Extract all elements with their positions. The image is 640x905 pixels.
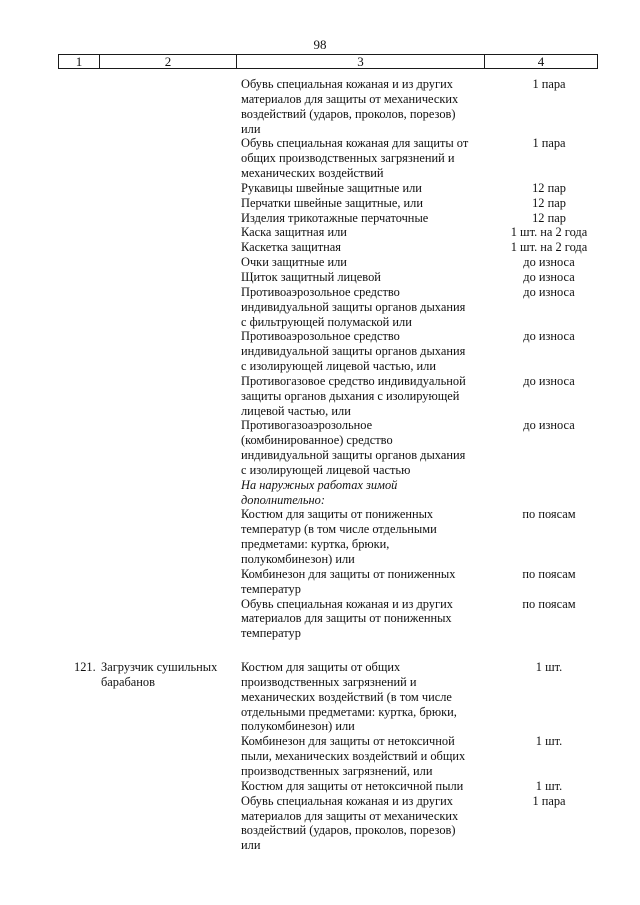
row-number xyxy=(0,255,101,270)
profession-name xyxy=(101,779,241,794)
row-number xyxy=(0,507,101,566)
profession-name xyxy=(101,77,241,136)
protective-item: Противоаэрозольное средство индивидуальной защиты органов дыхания с фильтрующей полумаской или xyxy=(241,284,466,329)
issue-quantity: 12 пар xyxy=(532,180,566,195)
protective-item: Костюм для защиты от нетоксичной пыли xyxy=(241,778,464,793)
row-number xyxy=(0,136,101,181)
row-number xyxy=(0,418,101,477)
row-number xyxy=(0,779,101,794)
row-number xyxy=(0,240,101,255)
profession-name xyxy=(101,597,241,642)
protective-item: Изделия трикотажные перчаточные xyxy=(241,210,429,225)
section-gap xyxy=(0,641,640,660)
profession-name xyxy=(101,181,241,196)
row-number xyxy=(0,734,101,779)
protective-item: Рукавицы швейные защитные или xyxy=(241,180,422,195)
profession-name xyxy=(101,270,241,285)
profession-name xyxy=(101,374,241,419)
protective-item: На наружных работах зимой дополнительно: xyxy=(241,477,398,507)
header-col-4: 4 xyxy=(537,54,545,69)
row-number xyxy=(0,478,101,508)
issue-quantity: по поясам xyxy=(522,566,576,581)
profession-name xyxy=(101,285,241,330)
issue-quantity: 12 пар xyxy=(532,210,566,225)
protective-item: Обувь специальная кожаная и из других материалов для защиты от механических воздействий (ударов, проколов, порезов) или xyxy=(241,793,459,853)
issue-quantity xyxy=(499,478,599,508)
protective-item: Костюм для защиты от общих производственных загрязнений и механических воздействий (в том числе отдельными предметами: куртка, брюки, полукомбинезон) или xyxy=(241,660,457,734)
protective-item: Противогазовое средство индивидуальной защиты органов дыхания с изолирующей лицевой частью, или xyxy=(241,373,466,418)
profession-name: Загрузчик сушильных барабанов xyxy=(101,660,218,689)
table-row xyxy=(0,478,640,508)
issue-quantity: до износа xyxy=(523,255,575,270)
profession-name xyxy=(101,567,241,597)
table-row xyxy=(0,660,640,734)
row-number xyxy=(0,285,101,330)
table-row xyxy=(0,77,640,136)
protective-item: Щиток защитный лицевой xyxy=(241,269,381,284)
protective-item: Перчатки швейные защитные, или xyxy=(241,195,423,210)
profession-name xyxy=(101,240,241,255)
issue-quantity: до износа xyxy=(523,418,575,433)
table-row xyxy=(0,136,640,181)
protective-item: Обувь специальная кожаная для защиты от общих производственных загрязнений и механических воздействий xyxy=(241,136,469,181)
row-number xyxy=(0,196,101,211)
protective-item: Комбинезон для защиты от пониженных температур xyxy=(241,566,456,596)
protective-item: Комбинезон для защиты от нетоксичной пыли, механических воздействий и общих производственных загрязнений, или xyxy=(241,734,466,778)
table-row xyxy=(0,285,640,330)
protective-item: Костюм для защиты от пониженных температур (в том числе отдельными предметами: куртка, брюки, полукомбинезон) или xyxy=(241,507,437,566)
issue-quantity: по поясам xyxy=(522,596,576,611)
profession-name xyxy=(101,196,241,211)
row-number xyxy=(0,794,101,853)
table-row xyxy=(0,418,640,477)
profession-name xyxy=(101,329,241,374)
profession-name xyxy=(101,136,241,181)
row-number xyxy=(0,567,101,597)
issue-quantity: 1 пара xyxy=(532,136,566,151)
issue-quantity: 1 шт. xyxy=(535,778,563,793)
table-row xyxy=(0,181,640,196)
table-row xyxy=(0,255,640,270)
row-number xyxy=(0,181,101,196)
table-row xyxy=(0,211,640,226)
row-number xyxy=(0,374,101,419)
issue-quantity: 1 шт. xyxy=(535,734,563,749)
table-row xyxy=(0,567,640,597)
table-row xyxy=(0,794,640,853)
table-row xyxy=(0,225,640,240)
issue-quantity: 1 шт. xyxy=(535,660,563,675)
issue-quantity: по поясам xyxy=(522,507,576,522)
profession-name xyxy=(101,478,241,508)
protective-item: Каска защитная или xyxy=(241,225,347,240)
issue-quantity: 1 шт. на 2 года xyxy=(510,240,588,255)
issue-quantity: 1 пара xyxy=(532,793,566,808)
row-number xyxy=(0,211,101,226)
row-number xyxy=(0,225,101,240)
table-row xyxy=(0,374,640,419)
protective-item: Каскетка защитная xyxy=(241,240,341,255)
protective-item: Обувь специальная кожаная и из других материалов для защиты от пониженных температур xyxy=(241,596,453,641)
table-row xyxy=(0,329,640,374)
issue-quantity: 12 пар xyxy=(532,195,566,210)
row-number xyxy=(0,77,101,136)
row-number xyxy=(0,329,101,374)
table-row xyxy=(0,240,640,255)
profession-name xyxy=(101,225,241,240)
issue-quantity: 1 шт. на 2 года xyxy=(510,225,588,240)
table-row xyxy=(0,779,640,794)
issue-quantity: до износа xyxy=(523,373,575,388)
issue-quantity: до износа xyxy=(523,329,575,344)
table-row xyxy=(0,270,640,285)
issue-quantity: до износа xyxy=(523,269,575,284)
header-col-2: 2 xyxy=(100,55,237,68)
table-body xyxy=(0,77,640,853)
profession-name xyxy=(101,255,241,270)
row-number xyxy=(0,270,101,285)
table-row xyxy=(0,597,640,642)
page-number: 98 xyxy=(313,37,327,52)
profession-name xyxy=(101,211,241,226)
row-number: 121. xyxy=(74,660,96,675)
row-number xyxy=(0,597,101,642)
table-row xyxy=(0,734,640,779)
table-row xyxy=(0,196,640,211)
header-col-1: 1 xyxy=(59,55,100,68)
table-header xyxy=(58,54,598,69)
protective-item: Обувь специальная кожаная и из других материалов для защиты от механических воздействий (ударов, проколов, порезов) или xyxy=(241,77,459,136)
profession-name xyxy=(101,418,241,477)
issue-quantity: до износа xyxy=(523,284,575,299)
header-col-3: 3 xyxy=(237,55,485,68)
profession-name xyxy=(101,734,241,779)
protective-item: Противоаэрозольное средство индивидуальной защиты органов дыхания с изолирующей лицевой частью, или xyxy=(241,329,466,374)
table-row xyxy=(0,507,640,566)
profession-name xyxy=(101,794,241,853)
profession-name xyxy=(101,507,241,566)
issue-quantity: 1 пара xyxy=(532,77,566,91)
protective-item: Противогазоаэрозольное (комбинированное) средство индивидуальной защиты органов дыхания с изолирующей лицевой частью xyxy=(241,418,466,477)
protective-item: Очки защитные или xyxy=(241,255,347,270)
